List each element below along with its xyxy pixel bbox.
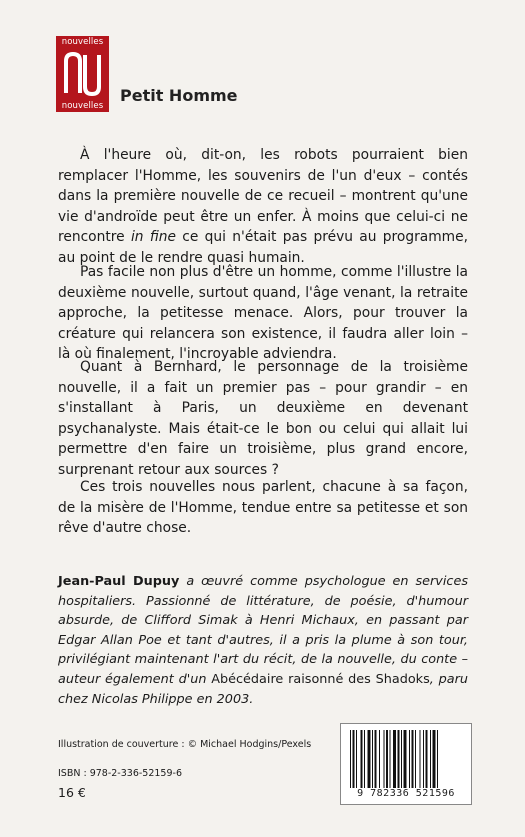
isbn: ISBN : 978-2-336-52159-6 <box>58 768 182 779</box>
logo-bottom-label: nouvelles <box>61 101 104 111</box>
barcode <box>340 723 472 805</box>
cover-credit: Illustration de couverture : © Michael Hodgins/Pexels <box>58 739 312 750</box>
logo-top-label: nouvelles <box>61 37 104 47</box>
blurb-text: ce qui n'était pas prévu au programme, au point de le rendre quasi humain. <box>58 229 468 266</box>
book-reference: Abécédaire raisonné des Shadoks <box>211 671 430 687</box>
author-bio <box>58 572 468 709</box>
price: 16 € <box>58 785 86 800</box>
barcode-bars-icon <box>350 730 462 788</box>
blurb-paragraph-1 <box>58 145 468 269</box>
author-name: Jean-Paul Dupuy <box>58 574 180 589</box>
blurb-text: Quant à Bernhard, le personnage de la troisième nouvelle, il a fait un premier pas – pour grandir – en s'installant à Paris, un deuxième en devenant psychanalyste. Mais était-ce le bon ou celui qui allait lui permettre d'en faire un troisième, plus grand encore, surprenant retour aux sources ? <box>58 359 468 478</box>
nu-monogram-icon <box>63 49 102 99</box>
blurb-text: À l'heure où, dit-on, les robots pourraient bien remplacer l'Homme, les souvenirs de l'un d'eux – contés dans la première nouvelle de ce recueil – montrent qu'une vie d'androïde peut être un enfer. À moins que celui-ci ne rencontre <box>58 147 468 246</box>
barcode-digits: 9 782336 521596 <box>357 788 455 799</box>
bio-text: , paru chez Nicolas Philippe en 2003. <box>58 671 468 707</box>
blurb-text: Pas facile non plus d'être un homme, comme l'illustre la deuxième nouvelle, surtout quand, l'âge venant, la retraite approche, la petitesse menace. Alors, pour trouver la créature qui relancera son existence, il faudra aller loin – là où finalement, l'incroyable adviendra. <box>58 264 468 363</box>
blurb-paragraph-3 <box>58 357 468 481</box>
book-title: Petit Homme <box>120 86 238 105</box>
blurb-emphasis: in fine <box>130 229 176 246</box>
publisher-logo <box>56 36 109 112</box>
blurb-paragraph-2 <box>58 262 468 365</box>
blurb-text: Ces trois nouvelles nous parlent, chacune à sa façon, de la misère de l'Homme, tendue entre sa petitesse et son rêve d'autre chose. <box>58 479 468 537</box>
blurb-paragraph-4 <box>58 477 468 539</box>
bio-text: a œuvré comme psychologue en services hospitaliers. Passionné de littérature, de poésie, d'humour absurde, de Clifford Simak à Henri Michaux, en passant par Edgar Allan Poe et tant d'autres, il a pris la plume à son tour, privilégiant maintenant l'art du récit, de la nouvelle, du conte – auteur également d'un <box>58 574 468 687</box>
